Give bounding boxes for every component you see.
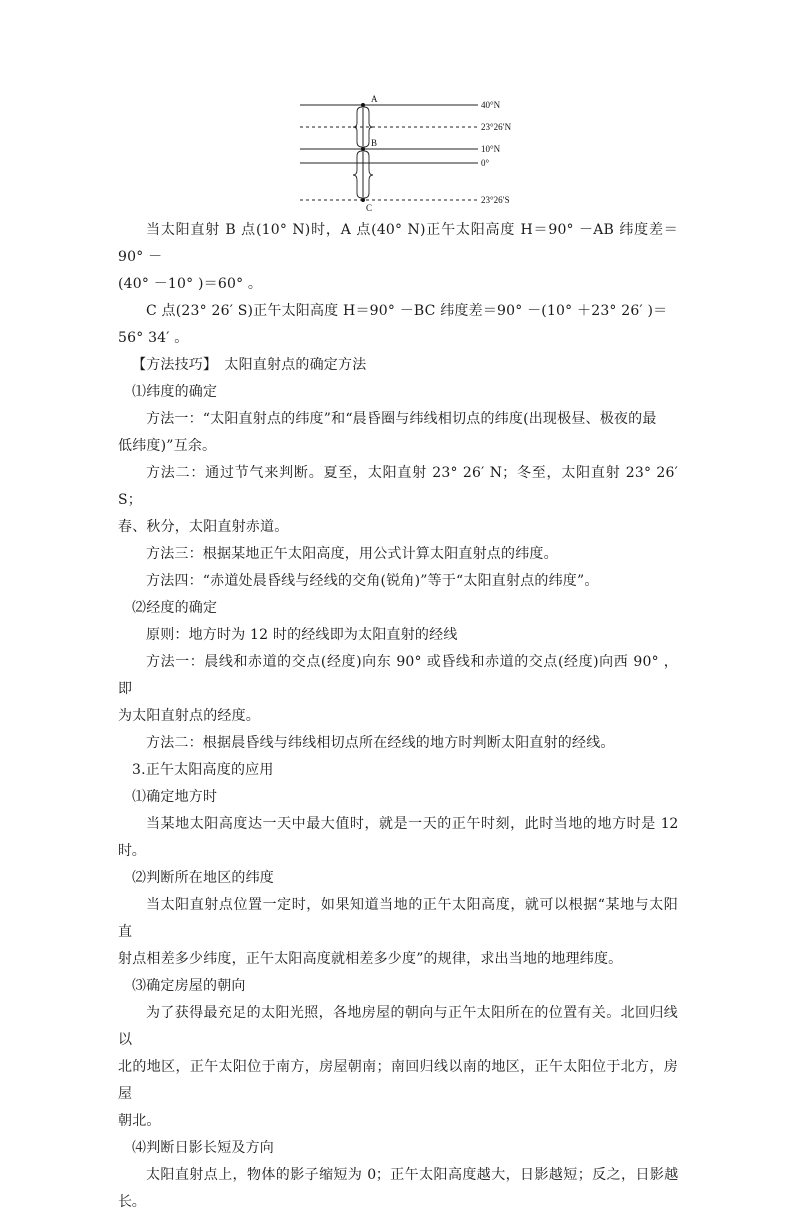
point-b-marker	[361, 147, 365, 151]
latitude-determination-heading: ⑴纬度的确定	[132, 384, 218, 400]
text-line: 当太阳直射 B 点(10° N)时，A 点(40° N)正午太阳高度 H＝90° －AB 纬度差＝90° －	[118, 222, 678, 265]
point-b-label: B	[371, 138, 378, 148]
label-40n: 40°N	[481, 100, 501, 110]
text-line: 方法二：通过节气来判断。夏至，太阳直射 23° 26′ N；冬至，太阳直射 23° 26′ S；	[118, 465, 678, 508]
latitude-diagram-svg	[290, 90, 560, 215]
method-tips-heading: 【方法技巧】 太阳直射点的确定方法	[132, 357, 367, 373]
text-line: 当太阳直射点位置一定时，如果知道当地的正午太阳高度，就可以根据“某地与太阳直	[118, 897, 678, 940]
local-time-text: 当某地太阳高度达一天中最大值时，就是一天的正午时刻，此时当地的地方时是 12 时。	[118, 816, 678, 859]
longitude-principle: 原则：地方时为 12 时的经线即为太阳直射的经线	[146, 627, 458, 643]
text-line: C 点(23° 26′ S)正午太阳高度 H＝90° －BC 纬度差＝90° －(10° ＋23° 26′ )＝	[146, 303, 668, 319]
text-line: 方法一：“太阳直射点的纬度”和“晨昏圈与纬线相切点的纬度(出现极昼、极夜的最	[146, 411, 657, 427]
document-body	[118, 217, 678, 1216]
text-line: 春、秋分，太阳直射赤道。	[118, 519, 289, 535]
latitude-diagram	[290, 90, 560, 215]
text-line: (40° －10° )＝60° 。	[118, 276, 263, 292]
section-3-heading: 3.正午太阳高度的应用	[132, 762, 274, 778]
method-two-latitude	[118, 460, 678, 541]
brace-bc-left	[353, 151, 362, 198]
point-a-marker	[361, 103, 365, 107]
text-line: 射点相差多少纬度，正午太阳高度就相差多少度”的规律，求出当地的地理纬度。	[118, 951, 623, 967]
text-line: 为了获得最充足的太阳光照，各地房屋的朝向与正午太阳所在的位置有关。北回归线以	[118, 1005, 678, 1048]
shadow-heading: ⑷判断日影长短及方向	[132, 1140, 274, 1156]
point-c-marker	[361, 198, 365, 202]
latitude-judge-text	[118, 892, 678, 973]
shadow-text: 太阳直射点上，物体的影子缩短为 0；正午太阳高度越大，日影越短；反之，日影越长。	[118, 1167, 678, 1210]
paragraph-b-point	[118, 217, 678, 298]
label-10n: 10°N	[481, 144, 501, 154]
text-line: 方法一：晨线和赤道的交点(经度)向东 90° 或昏线和赤道的交点(经度)向西 90° ，即	[118, 654, 678, 697]
point-a-label: A	[371, 94, 378, 104]
text-line: 北的地区，正午太阳位于南方，房屋朝南；南回归线以南的地区，正午太阳位于北方，房屋	[118, 1059, 678, 1102]
text-line: 低纬度)”互余。	[118, 438, 217, 454]
method-one-longitude	[118, 649, 678, 730]
text-line: 56° 34′ 。	[118, 330, 189, 346]
point-c-label: C	[366, 203, 373, 213]
label-23-26s: 23°26′S	[481, 195, 510, 205]
house-orientation-heading: ⑶确定房屋的朝向	[132, 978, 246, 994]
local-time-heading: ⑴确定地方时	[132, 789, 218, 805]
method-four-latitude: 方法四：“赤道处晨昏线与经线的交角(锐角)”等于“太阳直射点的纬度”。	[146, 573, 599, 589]
house-orientation-text	[118, 1000, 678, 1135]
label-equator: 0°	[481, 158, 490, 168]
label-23-26n: 23°26′N	[481, 122, 512, 132]
text-line: 朝北。	[118, 1113, 161, 1129]
text-line: 为太阳直射点的经度。	[118, 708, 260, 724]
latitude-judge-heading: ⑵判断所在地区的纬度	[132, 870, 274, 886]
method-one-latitude	[118, 406, 678, 460]
method-two-longitude: 方法二：根据晨昏线与纬线相切点所在经线的地方时判断太阳直射的经线。	[146, 735, 615, 751]
method-three-latitude: 方法三：根据某地正午太阳高度，用公式计算太阳直射点的纬度。	[146, 546, 558, 562]
brace-bc-right	[364, 151, 373, 198]
longitude-determination-heading: ⑵经度的确定	[132, 600, 218, 616]
paragraph-c-point	[118, 298, 678, 352]
